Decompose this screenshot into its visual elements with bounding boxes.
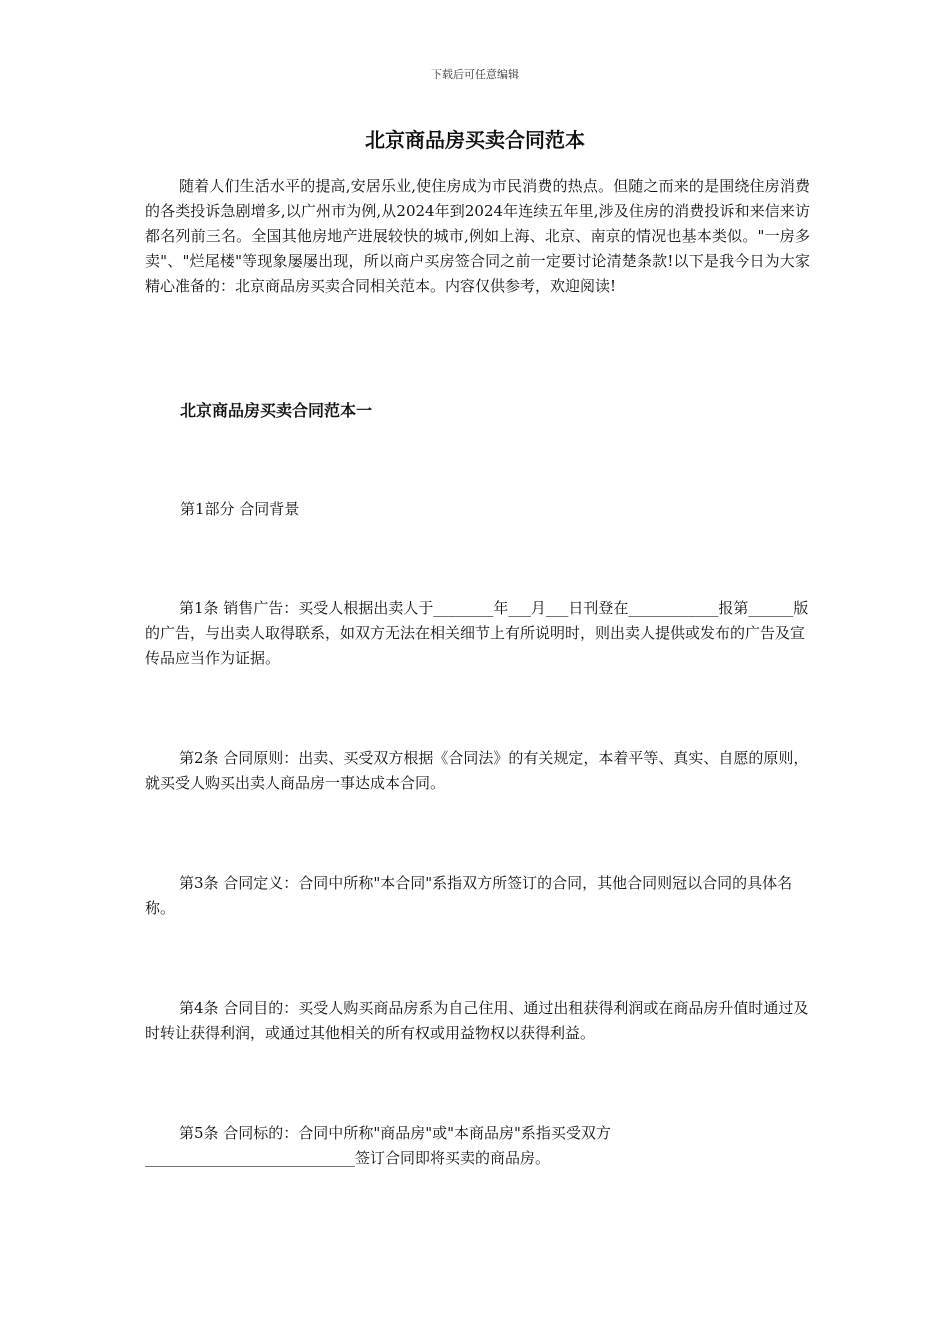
header-note: 下载后可任意编辑 [431, 68, 519, 81]
document-title: 北京商品房买卖合同范本 [365, 128, 585, 152]
section-title: 北京商品房买卖合同范本一 [180, 401, 373, 420]
clause-4: 第4条 合同目的：买受人购买商品房系为自己住用、通过出租获得利润或在商品房升值时通过及时转让获得利润，或通过其他相关的所有权或用益物权以获得利益。 [145, 999, 809, 1042]
intro-paragraph: 随着人们生活水平的提高,安居乐业,使住房成为市民消费的热点。但随之而来的是围绕住房消费的各类投诉急剧增多,以广州市为例,从2024年到2024年连续五年里,涉及住房的消费投诉和来信来访都名列前三名。全国其他房地产进展较快的城市,例如上海、北京、南京的情况也基本类似。"一房多卖"、"烂尾楼"等现象屡屡出现，所以商户买房签合同之前一定要讨论清楚条款!以下是我今日为大家精心准备的：北京商品房买卖合同相关范本。内容仅供参考，欢迎阅读! [145, 177, 810, 295]
clause-2: 第2条 合同原则：出卖、买受双方根据《合同法》的有关规定，本着平等、真实、自愿的原则，就买受人购买出卖人商品房一事达成本合同。 [145, 749, 809, 792]
clause-5: 第5条 合同标的：合同中所称"商品房"或"本商品房"系指买受双方____________________________签订合同即将买卖的商品房。 [145, 1124, 611, 1167]
part-title: 第1部分 合同背景 [180, 500, 300, 518]
clause-3: 第3条 合同定义：合同中所称"本合同"系指双方所签订的合同，其他合同则冠以合同的具体名称。 [145, 874, 793, 917]
clause-1: 第1条 销售广告：买受人根据出卖人于________年___月___日刊登在____________报第______版的广告，与出卖人取得联系，如双方无法在相关细节上有所说明时，则出卖人提供或发布的广告及宣传品应当作为证据。 [145, 599, 809, 667]
